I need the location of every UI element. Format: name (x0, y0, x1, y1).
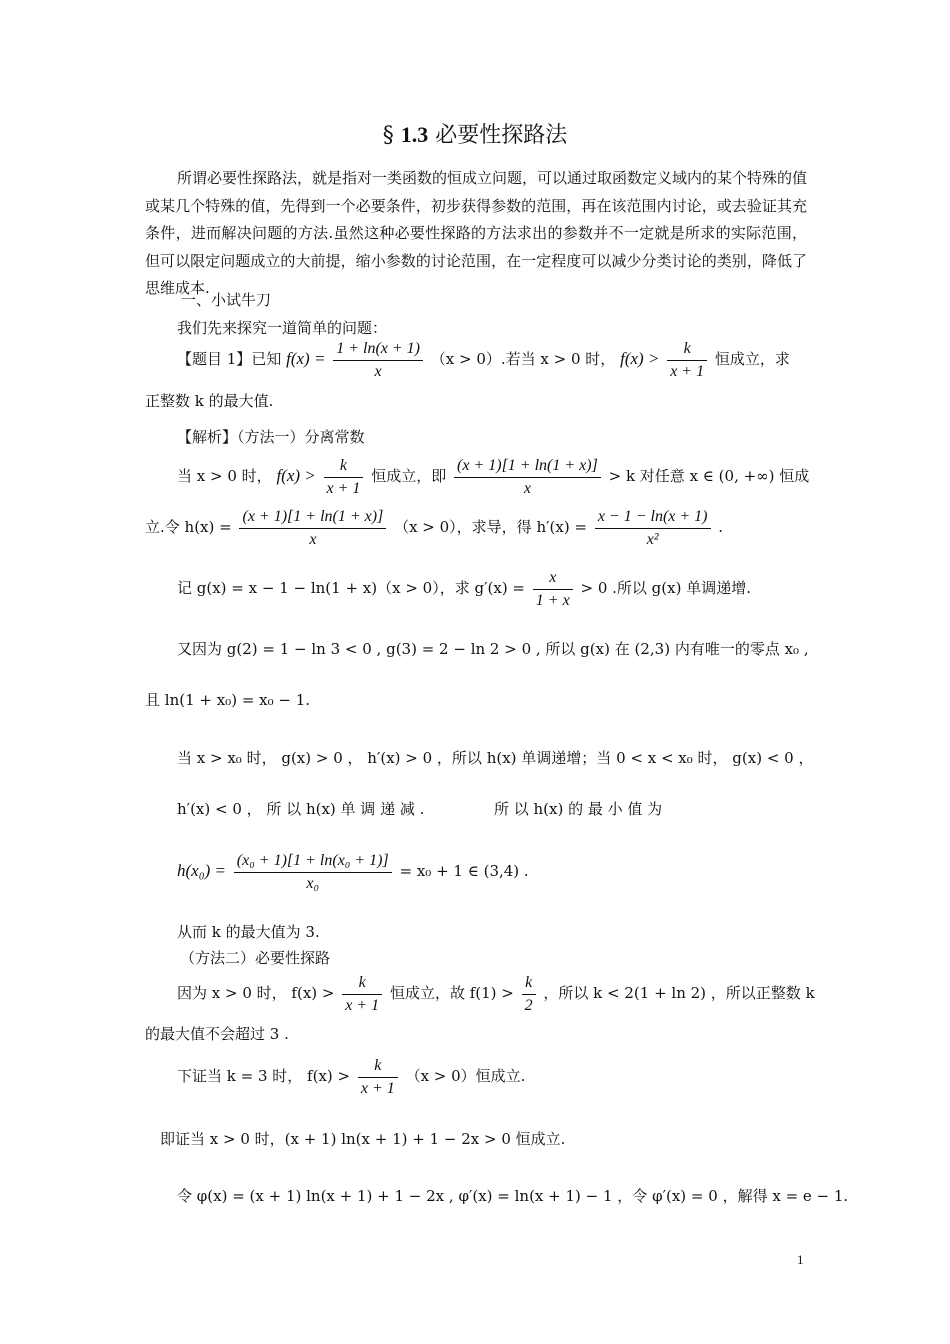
fraction (342, 972, 382, 1016)
analysis-heading (177, 425, 805, 449)
text: ，所以 k < 2(1 + ln 2) ，所以正整数 k (543, 984, 815, 1003)
denominator: x (523, 479, 531, 497)
step-4: 又因为 g(2) = 1 − ln 3 < 0 , g(3) = 2 − ln 2 > 0 , 所以 g(x) 在 (2,3) 内有唯一的零点 x₀ , (177, 640, 809, 658)
denominator: x + 1 (670, 362, 705, 380)
fraction (333, 338, 423, 382)
numerator: k (522, 972, 536, 995)
section-symbol: § (382, 123, 394, 148)
problem-tag: 【题目 1】 (177, 350, 252, 369)
formula: h(x₀) = (177, 861, 226, 881)
text: （x > 0），求导，得 h′(x) = (394, 518, 588, 537)
step-12 (177, 1055, 805, 1099)
text: 恒成立，即 (371, 467, 447, 486)
step-2 (145, 506, 805, 550)
denominator: 1 + x (535, 591, 570, 609)
denominator: x + 1 (326, 479, 361, 497)
step-3 (177, 567, 805, 611)
page-number: 1 (797, 1252, 804, 1267)
denominator: x (309, 530, 317, 548)
method-1-label: （方法一）分离常数 (237, 428, 365, 446)
fraction (324, 455, 364, 499)
step-11: 的最大值不会超过 3 . (145, 1025, 289, 1043)
numerator: k (342, 972, 382, 995)
step-13: 即证当 x > 0 时，(x + 1) ln(x + 1) + 1 − 2x > 0 恒成立. (160, 1130, 566, 1148)
text: （x > 0）恒成立. (405, 1067, 526, 1086)
text: 恒成立，故 f(1) > (389, 984, 514, 1003)
text: 当 x > 0 时， (177, 467, 272, 486)
text: 所 以 h(x) 的 最 小 值 为 (493, 800, 663, 818)
text: 记 g(x) = x − 1 − ln(1 + x)（x > 0），求 g′(x) = (177, 579, 526, 598)
text: = x₀ + 1 ∈ (3,4) . (399, 862, 529, 881)
fraction (239, 506, 386, 550)
title-text: 必要性探路法 (435, 123, 568, 148)
text: 立.令 h(x) = (145, 518, 232, 537)
numerator: k (358, 1055, 398, 1078)
denominator: x₀ (306, 874, 320, 892)
formula: f(x) = (286, 349, 326, 369)
step-5: 且 ln(1 + x₀) = x₀ − 1. (145, 691, 311, 709)
numerator: (x₀ + 1)[1 + ln(x₀ + 1)] (234, 850, 392, 873)
text: .若当 x > 0 时， (500, 350, 616, 369)
numerator: (x + 1)[1 + ln(1 + x)] (454, 455, 601, 478)
problem-1 (177, 338, 805, 382)
text: 因为 x > 0 时， f(x) > (177, 984, 335, 1003)
section-heading: 一、小试牛刀 (181, 291, 272, 309)
numerator: x − 1 − ln(x + 1) (595, 506, 711, 529)
fraction (358, 1055, 398, 1099)
text: 下证当 k = 3 时， f(x) > (177, 1067, 351, 1086)
step-6: 当 x > x₀ 时， g(x) > 0 ， h′(x) > 0 ，所以 h(x) 单调递增；当 0 < x < x₀ 时， g(x) < 0 ， (177, 749, 814, 767)
fraction (234, 850, 392, 894)
numerator: k (324, 455, 364, 478)
text: > k 对任意 x ∈ (0, +∞) 恒成 (608, 467, 810, 486)
fraction (595, 506, 711, 550)
page-title (0, 117, 950, 153)
denominator: 2 (524, 996, 533, 1014)
text: > 0 .所以 g(x) 单调递增. (580, 579, 751, 598)
condition: （x > 0） (430, 350, 501, 369)
fraction (454, 455, 601, 499)
analysis-tag: 【解析】 (177, 428, 238, 446)
method-2-label: （方法二）必要性探路 (180, 949, 331, 967)
numerator: (x + 1)[1 + ln(1 + x)] (239, 506, 386, 529)
text: . (718, 518, 724, 537)
step-14: 令 φ(x) = (x + 1) ln(x + 1) + 1 − 2x , φ′(x) = ln(x + 1) − 1 ，令 φ′(x) = 0 ，解得 x = e − 1. (177, 1187, 849, 1205)
step-8 (177, 850, 805, 894)
denominator: x + 1 (345, 996, 380, 1014)
denominator: x + 1 (360, 1079, 395, 1097)
formula: f(x) > (620, 349, 660, 369)
intro-paragraph: 所谓必要性探路法，就是指对一类函数的恒成立问题，可以通过取函数定义域内的某个特殊的值或某几个特殊的值，先得到一个必要条件，初步获得参数的范围，再在该范围内讨论，或去验证其充条件，进而解决问题的方法.虽然这种必要性探路的方法求出的参数并不一定就是所求的实际范围，但可以限定问题成立的大前提，缩小参数的讨论范围，在一定程度可以减少分类讨论的类别，降低了思维成本. (145, 169, 808, 297)
numerator: x (533, 567, 573, 590)
fraction (522, 972, 536, 1016)
step-9: 从而 k 的最大值为 3. (177, 923, 320, 941)
step-1 (177, 455, 810, 499)
numerator: k (667, 338, 707, 361)
problem-1-cont: 正整数 k 的最大值. (145, 392, 274, 410)
lead-text: 我们先来探究一道简单的问题： (177, 319, 388, 337)
text: 恒成立，求 (714, 350, 790, 369)
fraction (533, 567, 573, 611)
formula: f(x) > (276, 466, 316, 486)
denominator: x² (646, 530, 659, 548)
numerator: 1 + ln(x + 1) (333, 338, 423, 361)
denominator: x (374, 362, 382, 380)
step-10 (177, 972, 815, 1016)
text: 已知 (251, 350, 282, 369)
step-7 (177, 797, 805, 821)
text: h′(x) < 0 ， 所 以 h(x) 单 调 递 减 . (177, 800, 425, 818)
fraction (667, 338, 707, 382)
section-number: 1.3 (400, 122, 429, 147)
